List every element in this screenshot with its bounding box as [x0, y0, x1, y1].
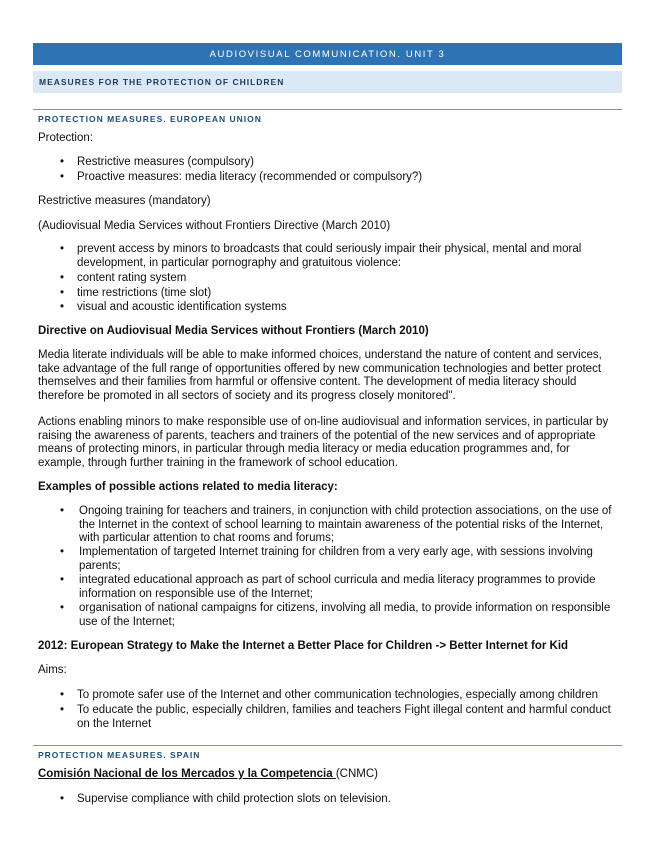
org-abbreviation: (CNMC) [335, 768, 378, 780]
list-item: • integrated educational approach as part of school curricula and media literacy programmes to provide information on responsible use of the Internet; [60, 574, 596, 600]
examples-heading: Examples of possible actions related to media literacy: [38, 481, 338, 493]
bullet-icon: • [60, 272, 65, 284]
bullet-icon: • [60, 287, 65, 299]
bullet-icon: • [60, 546, 65, 558]
list-item: • visual and acoustic identification systems [60, 301, 287, 313]
bullet-icon: • [60, 689, 65, 701]
aims-label: Aims: [38, 664, 67, 676]
bullet-icon: • [60, 793, 65, 805]
directive-note: (Audiovisual Media Services without Frontiers Directive (March 2010) [38, 220, 391, 232]
document-subtitle: MEASURES FOR THE PROTECTION OF CHILDREN [33, 71, 622, 93]
section-heading-eu: PROTECTION MEASURES. EUROPEAN UNION [38, 114, 262, 124]
org-name: Comisión Nacional de los Mercados y la Competencia [38, 768, 336, 780]
cnmc-line [38, 768, 618, 782]
list-item: • content rating system [60, 272, 187, 284]
list-item: • prevent access by minors to broadcasts that could seriously impair their physical, mental and moral development, in particular pornography and gratuitous violence: [60, 243, 582, 269]
paragraph: Actions enabling minors to make responsible use of on-line audiovisual and information services, in particular by raising the awareness of parents, teachers and trainers of the potential of the new services and of appropriate means of protecting minors, in particular through media literacy or media education programmes and, for example, through further training in the framework of school education. [38, 416, 609, 469]
protection-label: Protection: [38, 132, 93, 144]
paragraph: Media literate individuals will be able to make informed choices, understand the nature of content and services, take advantage of the full range of opportunities offered by new communication technologies and better protect themselves and their families from harmful or offensive content. The development of media literacy should therefore be promoted in all sectors of society and its progress closely monitored". [38, 349, 602, 402]
section-heading-spain: PROTECTION MEASURES. SPAIN [38, 750, 201, 760]
directive-heading: Directive on Audiovisual Media Services without Frontiers (March 2010) [38, 325, 429, 337]
bullet-icon: • [60, 602, 65, 614]
bullet-icon: • [60, 301, 65, 313]
list-item: • Supervise compliance with child protection slots on television. [60, 793, 391, 805]
list-item: • Restrictive measures (compulsory) [60, 156, 255, 168]
section-divider [33, 745, 622, 746]
list-item: • Implementation of targeted Internet training for children from a very early age, with sessions involving parents; [60, 546, 593, 572]
bullet-icon: • [60, 505, 65, 517]
list-item: • Ongoing training for teachers and trainers, in conjunction with child protection associations, on the use of the Internet in the context of school learning to maintain awareness of the potential risks of the Internet, with particular attention to chat rooms and forums; [60, 505, 612, 544]
list-item: • To educate the public, especially children, families and teachers Fight illegal content and harmful conduct on the Internet [60, 704, 611, 730]
list-item: • organisation of national campaigns for citizens, involving all media, to provide information on responsible use of the Internet; [60, 602, 611, 628]
restrictive-label: Restrictive measures (mandatory) [38, 195, 211, 207]
bullet-icon: • [60, 171, 65, 183]
bullet-icon: • [60, 156, 65, 168]
list-item: • To promote safer use of the Internet and other communication technologies, especially among children [60, 689, 598, 701]
bullet-icon: • [60, 574, 65, 586]
header-banner: AUDIOVISUAL COMMUNICATION. UNIT 3 [33, 43, 622, 65]
bullet-icon: • [60, 704, 65, 716]
bullet-icon: • [60, 243, 65, 255]
section-divider [33, 109, 622, 110]
list-item: • Proactive measures: media literacy (recommended or compulsory?) [60, 171, 423, 183]
list-item: • time restrictions (time slot) [60, 287, 212, 299]
strategy-heading: 2012: European Strategy to Make the Internet a Better Place for Children -> Better Internet for Kid [38, 640, 569, 652]
